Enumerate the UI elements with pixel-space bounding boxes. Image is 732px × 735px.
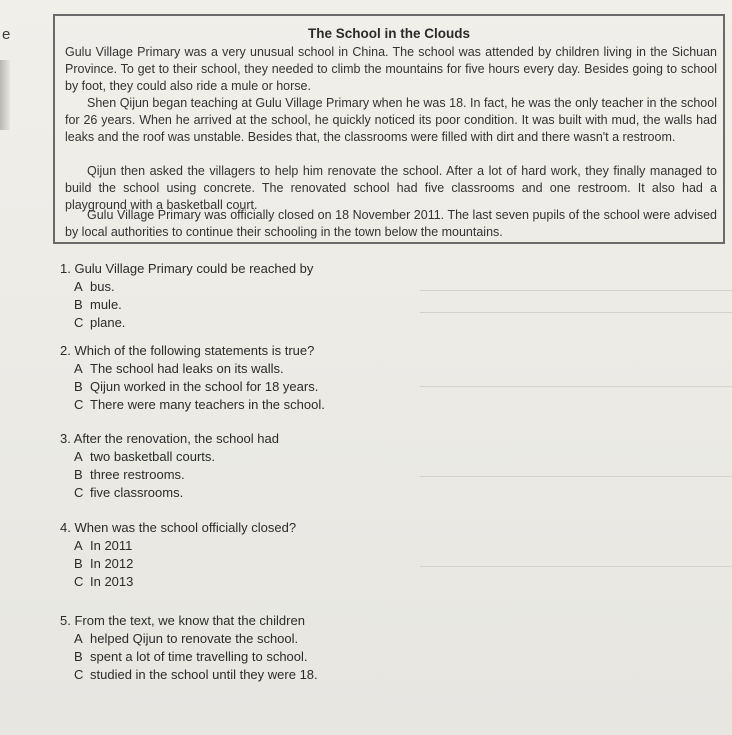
paragraph-3-text: Qijun then asked the villagers to help him renovate the school. After a lot of hard work, they finally managed to build the school using concrete. The renovated school had five classrooms and one restroom. It also had a playground with a basketball court.	[65, 164, 717, 212]
answer-option-a[interactable]: A two basketball courts.	[74, 449, 216, 464]
answer-option-c[interactable]: C plane.	[74, 315, 126, 330]
question-stem: 3. After the renovation, the school had	[60, 431, 279, 446]
question-stem: 4. When was the school officially closed?	[60, 520, 297, 535]
faint-rule	[420, 476, 732, 477]
answer-option-a[interactable]: A bus.	[74, 279, 115, 294]
passage-paragraph-4	[65, 207, 717, 241]
paragraph-1-text: Gulu Village Primary was a very unusual school in China. The school was attended by children living in the Sichuan Province. To get to their school, they needed to climb the mountains for five hours every day. Besides going to school by foot, they could also ride a mule or horse.	[65, 45, 717, 93]
edge-mark: e	[2, 26, 11, 43]
passage-title: The School in the Clouds	[308, 26, 470, 41]
answer-option-c[interactable]: C In 2013	[74, 574, 134, 589]
answer-option-b[interactable]: B mule.	[74, 297, 122, 312]
answer-option-b[interactable]: B three restrooms.	[74, 467, 185, 482]
faint-rule	[420, 290, 732, 291]
passage-paragraph-1	[65, 44, 717, 95]
question-stem: 5. From the text, we know that the children	[60, 613, 305, 628]
question-5	[60, 612, 318, 684]
passage-paragraph-2	[65, 95, 717, 146]
question-stem: 2. Which of the following statements is true?	[60, 343, 315, 358]
reading-passage-box	[53, 14, 725, 244]
answer-option-c[interactable]: C There were many teachers in the school.	[74, 397, 325, 412]
paragraph-2-text: Shen Qijun began teaching at Gulu Village Primary when he was 18. In fact, he was the only teacher in the school for 26 years. When he arrived at the school, he quickly noticed its poor condition. It was built with mud, the walls had leaks and the roof was unstable. Besides that, the classrooms were filled with dirt and there wasn't a restroom.	[65, 96, 717, 144]
answer-option-b[interactable]: B spent a lot of time travelling to school.	[74, 649, 308, 664]
faint-rule	[420, 386, 732, 387]
question-2	[60, 342, 325, 414]
answer-option-a[interactable]: A In 2011	[74, 538, 133, 553]
answer-option-b[interactable]: B In 2012	[74, 556, 134, 571]
answer-option-a[interactable]: A The school had leaks on its walls.	[74, 361, 284, 376]
question-4	[60, 519, 296, 591]
paragraph-4-text: Gulu Village Primary was officially closed on 18 November 2011. The last seven pupils of the school were advised by local authorities to continue their schooling in the town below the mountains.	[65, 208, 717, 239]
question-3	[60, 430, 279, 502]
answer-option-b[interactable]: B Qijun worked in the school for 18 years.	[74, 379, 319, 394]
question-stem: 1. Gulu Village Primary could be reached by	[60, 261, 314, 276]
binding-shadow	[0, 60, 10, 130]
faint-rule	[420, 566, 732, 567]
answer-option-a[interactable]: A helped Qijun to renovate the school.	[74, 631, 299, 646]
faint-rule	[420, 312, 732, 313]
question-1	[60, 260, 313, 332]
answer-option-c[interactable]: C studied in the school until they were 18.	[74, 667, 318, 682]
answer-option-c[interactable]: C five classrooms.	[74, 485, 184, 500]
